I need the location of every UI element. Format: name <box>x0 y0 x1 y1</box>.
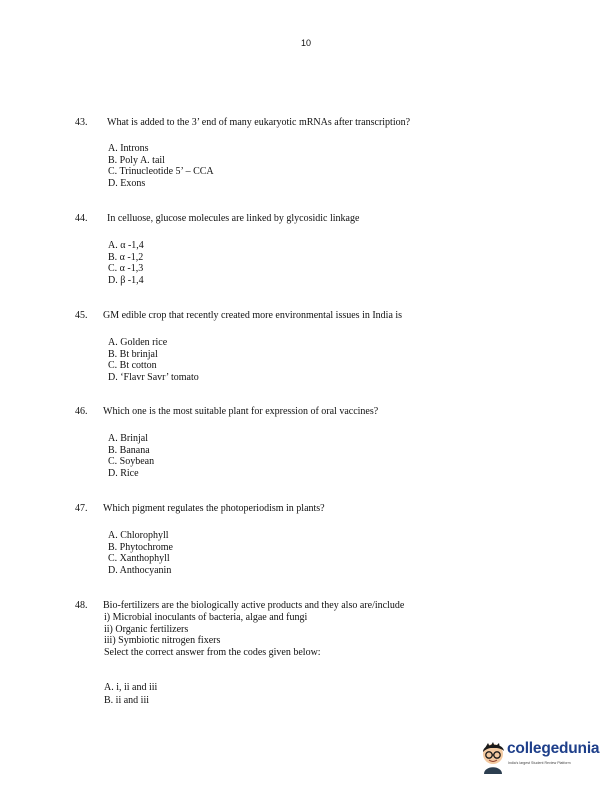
options-list <box>108 531 173 577</box>
option-d: D. β -1,4 <box>108 274 144 286</box>
question-number: 47. <box>75 503 88 514</box>
option-c: C. Trinucleotide 5’ – CCA <box>108 166 214 178</box>
options-list <box>108 434 154 480</box>
statement-i: i) Microbial inoculants of bacteria, algae and fungi <box>104 612 308 623</box>
question-text: Which one is the most suitable plant for expression of oral vaccines? <box>103 406 379 417</box>
option-d: D. Exons <box>108 177 146 189</box>
options-list <box>104 683 157 708</box>
question-number: 48. <box>75 600 88 611</box>
statement-list <box>104 613 321 660</box>
option-a: A. Golden rice <box>108 337 168 348</box>
option-a: A. Brinjal <box>108 433 148 444</box>
option-b: B. Banana <box>108 444 150 456</box>
question-text: GM edible crop that recently created more environmental issues in India is <box>103 310 403 321</box>
question-number: 43. <box>75 117 88 128</box>
question-number: 44. <box>75 213 88 224</box>
option-b: B. α -1,2 <box>108 251 144 263</box>
statement-iii: iii) Symbiotic nitrogen fixers <box>104 635 221 647</box>
option-c: C. Xanthophyll <box>108 553 170 565</box>
option-d: D. ‘Flavr Savr’ tomato <box>108 371 199 383</box>
student-mascot-icon <box>480 740 508 774</box>
option-a: A. Chlorophyll <box>108 530 169 541</box>
option-c: C. Soybean <box>108 456 155 468</box>
brand-name: collegedunia <box>507 740 600 757</box>
option-d: D. Anthocyanin <box>108 564 172 576</box>
option-d: D. Rice <box>108 467 139 479</box>
options-list <box>108 241 144 287</box>
question-text: Which pigment regulates the photoperiodism in plants? <box>103 503 325 514</box>
question-text: Bio-fertilizers are the biologically active products and they also are/include <box>103 600 405 611</box>
option-a: A. i, ii and iii <box>104 682 158 693</box>
option-c: C. α -1,3 <box>108 263 144 275</box>
options-list <box>108 338 199 384</box>
statement-ii: ii) Organic fertilizers <box>104 623 189 635</box>
codes-instruction: Select the correct answer from the codes given below: <box>104 647 321 659</box>
option-b: B. ii and iii <box>104 695 149 706</box>
question-number: 46. <box>75 406 88 417</box>
option-b: B. Poly A. tail <box>108 154 165 166</box>
collegedunia-logo[interactable] <box>480 738 598 778</box>
option-b: B. Phytochrome <box>108 541 173 553</box>
option-a: A. Introns <box>108 143 149 154</box>
option-c: C. Bt cotton <box>108 360 157 372</box>
option-a: A. α -1,4 <box>108 240 144 251</box>
question-text: In celluose, glucose molecules are linked by glycosidic linkage <box>107 213 360 224</box>
question-number: 45. <box>75 310 88 321</box>
options-list <box>108 144 214 190</box>
option-b: B. Bt brinjal <box>108 348 158 360</box>
brand-tagline: India's largest Student Review Platform <box>508 761 571 765</box>
page-number: 10 <box>300 38 311 48</box>
question-text: What is added to the 3’ end of many eukaryotic mRNAs after transcription? <box>107 117 411 128</box>
